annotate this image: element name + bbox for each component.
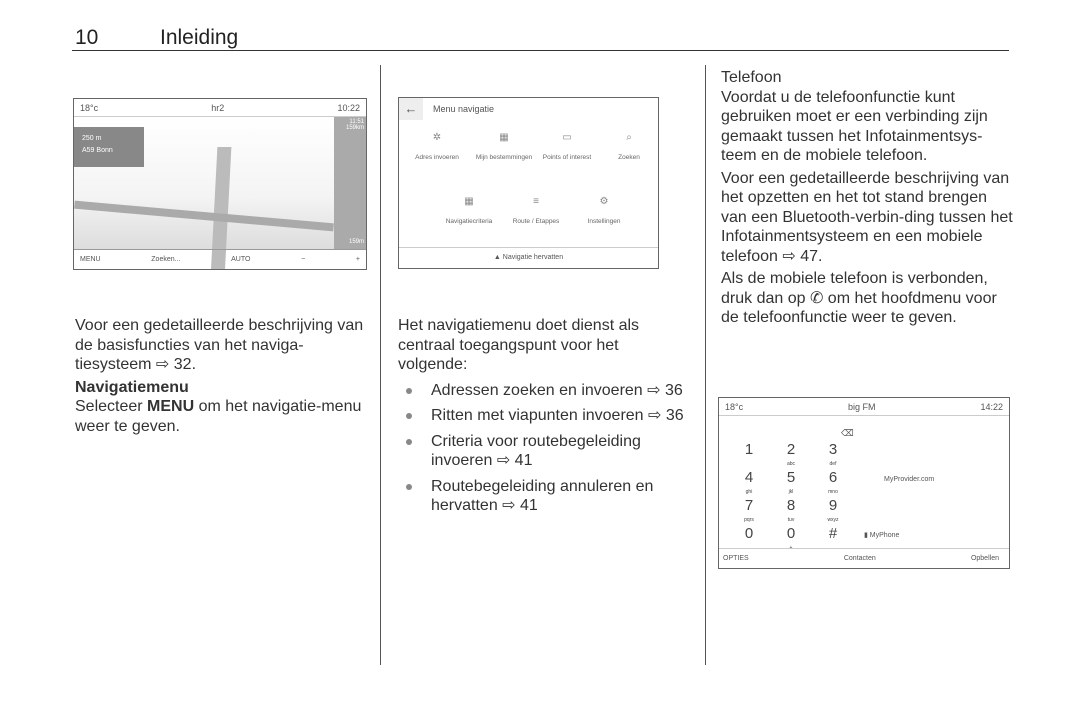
connected-phone: ▮ MyPhone — [864, 532, 900, 539]
label: Adres invoeren — [415, 154, 459, 161]
key-digit: 2 — [786, 441, 796, 458]
backspace-icon[interactable]: ⌫ — [841, 428, 854, 438]
maneuver-distance: 250 m — [82, 135, 102, 142]
menu-item-nav-criteria[interactable] — [434, 196, 504, 225]
provider-name: MyProvider.com — [884, 476, 935, 483]
back-button[interactable]: ← — [399, 98, 423, 120]
keypad-key[interactable] — [741, 470, 757, 500]
key-digit: 3 — [828, 441, 838, 458]
search-button[interactable]: Zoeken... — [151, 256, 181, 263]
phone-name: MyPhone — [869, 532, 900, 539]
navigation-map-screenshot — [73, 98, 367, 270]
keypad-key[interactable] — [825, 470, 841, 500]
page-title: Inleiding — [160, 26, 239, 49]
column-divider — [380, 65, 381, 665]
section-heading: Navigatiemenu — [75, 378, 189, 396]
key-letters: + — [789, 545, 793, 551]
options-button[interactable]: OPTIES — [723, 555, 749, 562]
keypad-key[interactable] — [783, 442, 799, 472]
menu-item-poi[interactable] — [532, 132, 602, 161]
remaining-distance: 159km — [345, 125, 364, 131]
poi-icon: ▭ — [562, 132, 572, 143]
keypad-key[interactable] — [741, 526, 757, 541]
temperature: 18°c — [80, 102, 99, 113]
label: Zoeken — [618, 154, 640, 161]
gear-icon: ⚙ — [599, 196, 609, 207]
bullet-list — [398, 381, 688, 516]
contacts-button[interactable]: Contacten — [843, 555, 876, 562]
route-info-panel — [334, 117, 366, 249]
key-digit: 8 — [786, 497, 796, 514]
label: Instellingen — [587, 218, 621, 225]
label: Mijn bestemmingen — [475, 154, 533, 161]
label: Navigatiecriteria — [445, 218, 493, 225]
radio-station: big FM — [848, 401, 876, 412]
key-digit: 6 — [828, 469, 838, 486]
radio-station: hr2 — [211, 102, 225, 113]
text: om het navigatie-menu weer te geven. — [75, 398, 362, 435]
menu-item-search[interactable] — [594, 132, 659, 161]
menu-item-route[interactable] — [501, 196, 571, 225]
paragraph: Als de mobiele telefoon is verbonden, druk dan op ✆ om het hoofdmenu voor de telefoonfunctie weer te geven. — [721, 270, 997, 326]
list-item: Routebegeleiding annuleren en hervatten ⇨ 41 — [398, 477, 688, 516]
list-item: Adressen zoeken en invoeren ⇨ 36 — [398, 381, 688, 401]
key-digit: 1 — [744, 441, 754, 458]
temperature: 18°c — [725, 401, 744, 412]
key-digit: 5 — [786, 469, 796, 486]
key-letters: abc — [786, 461, 796, 467]
phone-keypad-screenshot — [718, 397, 1010, 569]
paragraph: Voor een gedetailleerde beschrijving van het opzetten en het tot stand brengen van een Bluetooth-verbin-ding tussen het Infotainmentsysteem en een mobiele telefoon ⇨ 47. — [721, 169, 1013, 265]
paragraph: Voordat u de telefoonfunctie kunt gebruiken moet er een verbinding zijn gemaakt tussen het Infotainmentsys-teem en de mobiele telefoon. — [721, 88, 988, 164]
menu-item-settings[interactable] — [569, 196, 639, 225]
key-letters: mno — [828, 489, 838, 495]
navigation-menu-screenshot — [398, 97, 659, 269]
keypad-key[interactable] — [825, 526, 841, 541]
zoom-out-button[interactable]: − — [301, 256, 306, 263]
key-letters: jkl — [788, 489, 794, 495]
paragraph: Voor een gedetailleerde beschrijving van de basisfuncties van het naviga-tiesysteem ⇨ 32. — [75, 317, 364, 373]
key-letters: ghi — [745, 489, 753, 495]
resume-navigation-button[interactable]: ▲ Navigatie hervatten — [399, 247, 658, 268]
criteria-icon: ▦ — [464, 196, 474, 207]
key-letters: def — [829, 461, 837, 467]
maneuver-panel — [74, 127, 144, 167]
key-digit: 7 — [744, 497, 754, 514]
search-icon: ⌕ — [626, 132, 632, 143]
text: Selecteer — [75, 398, 148, 415]
menu-button[interactable]: MENU — [80, 256, 101, 263]
destinations-icon: ▦ — [499, 132, 509, 143]
key-digit: 9 — [828, 497, 838, 514]
keypad-key[interactable] — [825, 498, 841, 528]
keypad-key[interactable] — [783, 498, 799, 528]
label: Points of interest — [542, 154, 592, 161]
column-divider — [705, 65, 706, 665]
key-letters: wxyz — [827, 517, 839, 523]
clock: 14:22 — [980, 401, 1003, 412]
clock: 10:22 — [337, 102, 360, 113]
key-digit: # — [828, 525, 838, 542]
map-view — [74, 117, 366, 249]
list-item: Ritten met viapunten invoeren ⇨ 36 — [398, 406, 688, 426]
menu-keyword: MENU — [147, 398, 195, 415]
keypad-key[interactable] — [783, 470, 799, 500]
eta: 11:51 — [349, 119, 364, 125]
map-scale: 159m — [348, 239, 364, 245]
paragraph: Het navigatiemenu doet dienst als centraal toegangspunt voor het volgende: — [398, 317, 640, 373]
right-column-text — [721, 68, 1013, 331]
keypad-key[interactable] — [741, 498, 757, 528]
left-column-text — [75, 316, 370, 439]
header-rule — [72, 50, 1009, 51]
list-item: Criteria voor routebegeleiding invoeren ⇨ 41 — [398, 432, 688, 471]
route-icon: ≡ — [533, 196, 539, 207]
auto-zoom-button[interactable]: AUTO — [231, 256, 251, 263]
section-heading: Telefoon — [721, 69, 782, 86]
label: Route / Etappes — [512, 218, 560, 225]
page-number: 10 — [75, 26, 99, 49]
maneuver-road: A59 Bonn — [82, 147, 113, 154]
key-digit: 0 — [786, 525, 796, 542]
call-button[interactable]: Opbellen — [970, 555, 999, 562]
key-letters: pqrs — [744, 517, 754, 523]
middle-column-text — [398, 316, 688, 522]
key-digit: 0 — [744, 525, 754, 542]
menu-title: Menu navigatie — [433, 104, 495, 114]
keypad-key[interactable] — [741, 442, 757, 457]
zoom-in-button[interactable]: + — [355, 256, 360, 263]
keypad-key[interactable] — [825, 442, 841, 472]
key-digit: 4 — [744, 469, 754, 486]
paragraph — [75, 397, 370, 436]
address-icon: ✲ — [432, 132, 442, 143]
menu-item-address[interactable] — [402, 132, 472, 161]
key-letters: tuv — [787, 517, 795, 523]
menu-item-destinations[interactable] — [469, 132, 539, 161]
